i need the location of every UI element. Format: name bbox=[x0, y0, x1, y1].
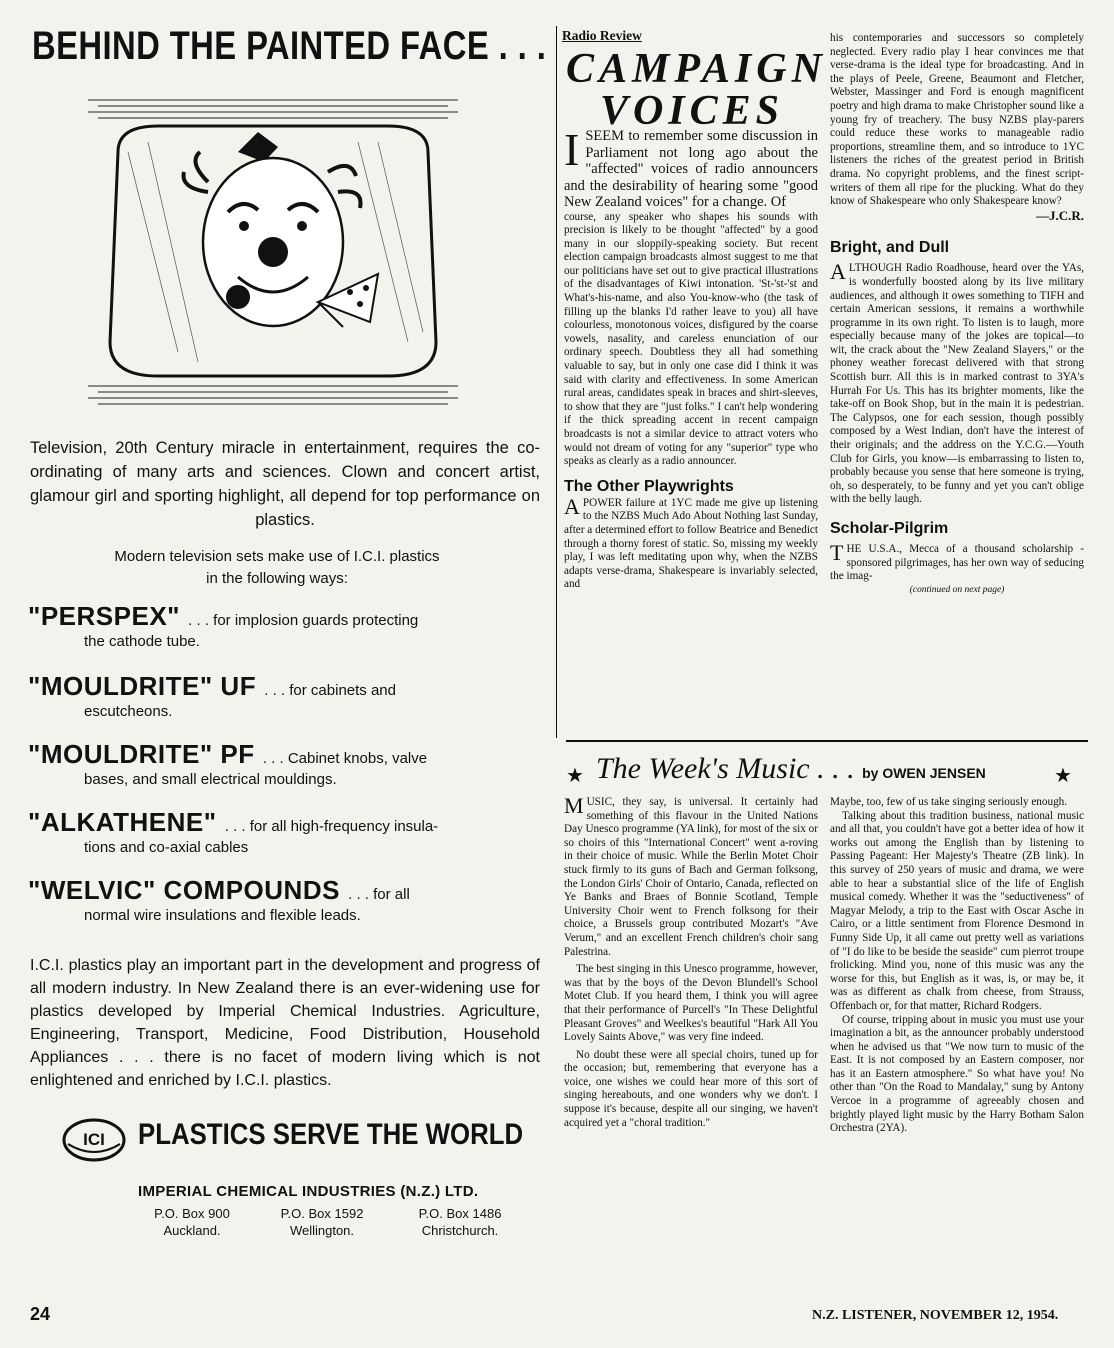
music-column-2 bbox=[830, 796, 1084, 1136]
address-christchurch bbox=[404, 1205, 516, 1239]
product-name: "ALKATHENE" bbox=[28, 807, 217, 837]
address-box: P.O. Box 900 bbox=[154, 1206, 230, 1221]
drop-cap: A bbox=[564, 493, 580, 519]
music-column-1 bbox=[564, 793, 818, 1130]
paragraph: HE U.S.A., Mecca of a thousand scholarship - sponsored pilgrimages, has her own way of seducing the imag- bbox=[830, 543, 1084, 583]
ici-logo-icon bbox=[62, 1118, 126, 1162]
product-desc-cont: normal wire insulations and flexible leads. bbox=[84, 907, 361, 924]
radio-column-2 bbox=[830, 32, 1084, 597]
product-desc-cont: the cathode tube. bbox=[84, 633, 200, 650]
page-number: 24 bbox=[30, 1304, 51, 1324]
ad-body-paragraph: I.C.I. plastics play an important part in the development and progress of all modern industry. In New Zealand there is an ever-widening use for plastics developed by Imperial Chemical Industries. Agriculture, Engineering, Transport, Medicine, Food Distribution, Household Appliances . . . there is no facet of modern living which is not enlightened and enriched by I.C.I. plastics. bbox=[30, 957, 540, 1089]
star-icon: ★ bbox=[1054, 765, 1072, 787]
product-desc: . . . Cabinet knobs, valve bbox=[262, 750, 428, 767]
clown-on-tv-screen-illustration bbox=[88, 92, 458, 412]
address-box: P.O. Box 1592 bbox=[280, 1206, 364, 1221]
section-label-radio-review: Radio Review bbox=[562, 28, 642, 43]
product-name: "MOULDRITE" PF bbox=[28, 739, 255, 769]
lead-text: SEEM to remember some discussion in Parliament not long ago about the "affected" voices of radio announcers and the desirability of hearing some "good New Zealand voices" for a change. Of bbox=[564, 128, 818, 210]
product-desc-cont: escutcheons. bbox=[84, 703, 173, 720]
product-name: "PERSPEX" bbox=[28, 601, 180, 631]
paragraph: Talking about this tradition business, national music and all that, you couldn't have got a better idea of how it works out among the English than by listening to Passing Pageant: Her Majesty's Theatre (ZB link). In this survey of 250 years of music and drama, we were able to hear a substantial slice of the life of English musical comedy. Whether it was the "seductiveness" of Magyar Melody, a trip to the East with Oscar Asche in Cairo, or a little sentiment from Florence Desmond in Funny Side Up, it all came out pretty well as variations of "I do like to be beside the seaside" cum pierrot troupe frolicking. Mind you, none of this music was any the worse for this, but English as it was, is, or may be, it was as different as chalk from cheese, from Strauss, Offenbach or, for that matter, Richard Rodgers. bbox=[830, 809, 1084, 1012]
subhead-scholar-pilgrim: Scholar-Pilgrim bbox=[830, 520, 949, 537]
product-mouldrite-pf bbox=[28, 739, 540, 790]
ad-intro-paragraph: Television, 20th Century miracle in entertainment, requires the co-ordinating of many arts and sciences. Clown and concert artist, glamour girl and sporting highlight, all depend for top performance on plastics. bbox=[30, 439, 540, 529]
product-perspex bbox=[28, 601, 540, 652]
music-title-text: The Week's Music . . . bbox=[596, 752, 855, 785]
subhead-bright-and-dull: Bright, and Dull bbox=[830, 239, 950, 257]
column-rule bbox=[556, 26, 557, 738]
continued-note: (continued on next page) bbox=[909, 584, 1005, 595]
section-rule bbox=[566, 740, 1088, 742]
address-city: Christchurch. bbox=[421, 1223, 499, 1238]
paragraph: course, any speaker who shapes his sounds with precision is likely to be thought "affected" by a good many in our sloppily-speaking society. But recent election campaign broadcasts almost suggest to me that our politicians have set out to give practical illustrations of the disadvantages of Kiwi intonation. 'St-'st-'st and What's-his-name, and also You-know-who (the task of filling up the blanks I'd rather leave to you) all have colourless, monotonous voices, disfigured by the coarse vowels, nasality, and careless enunciation of our ordinary speech. Doubtless they all had something valuable to say, but in only one case did I think it was said with clarity and effectiveness. In some American rural areas, candidates speak in braces and shirt-sleeves, to show that they are "just folks." I can't help wondering if the thick spreading accent in recent campaign broadcasts is not a similar device to attract voters who would not dream of voting for any "superior" type who speaks as clearly as a radio announcer. bbox=[564, 210, 818, 468]
paragraph: Of course, tripping about in music you must use your imagination a bit, as the announcer probably understood when he advised us that "We now turn to music of the East. It is not composed by an Eastern composer, nor has it an Eastern atmosphere." So what have you! No other than "On the Road to Mandalay," sung by Antony Vercoe in a programme of agreeably chosen and brightly played light music by the Harry Botham Salon Orchestra (2YA). bbox=[830, 1013, 1084, 1135]
product-welvic bbox=[28, 875, 540, 926]
address-wellington bbox=[266, 1205, 378, 1239]
author-signature: —J.C.R. bbox=[1035, 207, 1084, 223]
paragraph: Maybe, too, few of us take singing seriously enough. bbox=[830, 796, 1068, 808]
subhead-other-playwrights: The Other Playwrights bbox=[564, 477, 734, 495]
product-name: "WELVIC" COMPOUNDS bbox=[28, 875, 340, 905]
paragraph: No doubt these were all special choirs, tuned up for the occasion; but, remembering that everyone has a voice, one wishes we could hear more of this sort of singing hereabouts, and one wonders why we don't. I suppose it's because, despite all our singing, we haven't acquired yet a "choral tradition." bbox=[564, 1048, 818, 1129]
ici-logo-text: ICI bbox=[83, 1130, 105, 1149]
paragraph: The best singing in this Unesco programme, however, was that by the boys of the Devon Blundell's School Motet Club. If you heard them, I think you will agree that their performance of Purcell's "In These Delightful Pleasant Groves" and Weelkes's beautiful "Hark All You Lovely Saints Above," was very fine indeed. bbox=[564, 963, 818, 1044]
product-alkathene bbox=[28, 807, 540, 858]
article-title-campaign-voices bbox=[566, 46, 827, 134]
paragraph: LTHOUGH Radio Roadhouse, heard over the YAs, is wonderfully boosted along by its live military audiences, and although it owes something to TIFH and certain American sessions, it remains a worthwhile programme in its own right. To listen is to laugh, more especially because many of the jokes are topical—to wit, the crack about the "New Zealand Slayers," or the phoney weather forecast delivered with that strong Scottish burr. All this is in marked contrast to 3YA's Hurrah For Us. This has its brighter moments, like the take-off on Book Shop, but in the main it is pedestrian. The Calypsos, one for each session, though possibly composed by a West Indian, don't have the interest of their originals; and the address on the Y.C.G.—Youth Club for Girls, you know—is embarrassing to listen to, probably because you sense that here someone is trying, oh, so desperately, to be funny and yet you can't oblige with the belly laugh. bbox=[830, 262, 1084, 506]
product-desc: . . . for implosion guards protecting bbox=[188, 612, 419, 629]
article-title-weeks-music bbox=[596, 752, 986, 786]
radio-column-1 bbox=[564, 124, 818, 592]
music-byline: by OWEN JENSEN bbox=[862, 765, 986, 781]
ad-slogan: PLASTICS SERVE THE WORLD bbox=[138, 1118, 524, 1151]
product-mouldrite-uf bbox=[28, 671, 540, 722]
product-desc: . . . for all high-frequency insula- bbox=[224, 818, 439, 835]
ad-headline: BEHIND THE PAINTED FACE . . . bbox=[32, 24, 547, 68]
address-auckland bbox=[140, 1205, 244, 1239]
paragraph: USIC, they say, is universal. It certainly had something of this flavour in the United Nations Day Unesco programme (YA link), for most of the six or so choirs of this "International Concert" went a-roving in their choice of music. While the Berlin Motet Choir stuck firmly to its guns of Bach and German folksong, the London Girls' Choir of Ontario, Canada, reflected on Ye Banks and Braes of Bonnie Scotland, Temple University Choir went to French folksong for their choice, a Brussels group contributed Mozart's "Ave Verum," and an excellent French children's choir sang Palestrina. bbox=[564, 796, 818, 958]
product-desc-cont: bases, and small electrical mouldings. bbox=[84, 771, 337, 788]
company-name: IMPERIAL CHEMICAL INDUSTRIES (N.Z.) LTD. bbox=[138, 1183, 479, 1200]
drop-cap: M bbox=[564, 793, 584, 818]
product-desc: . . . for all bbox=[348, 886, 410, 903]
star-icon: ★ bbox=[566, 765, 584, 787]
drop-cap: A bbox=[830, 259, 846, 285]
product-desc: . . . for cabinets and bbox=[264, 682, 396, 699]
paragraph: POWER failure at 1YC made me give up listening to the NZBS Much Ado About Nothing last Sunday, after a determined effort to follow Beatrice and Benedict through a thorny forest of static. So, missing my weekly play, I was left meditating upon why, when the NZBS adapts verse-drama, Shakespeare is invariably selected, and bbox=[564, 496, 818, 591]
publication-footer: N.Z. LISTENER, NOVEMBER 12, 1954. bbox=[812, 1308, 1059, 1323]
drop-cap: I bbox=[564, 124, 580, 175]
paragraph: his contemporaries and successors so completely neglected. Every radio play I hear convinces me that verse-drama is the ideal type for broadcasting. And in the plays of Peele, Greene, Beaumont and Fletcher, Webster, Massinger and Ford is enough magnificent poetry and high drama to make Christopher sound like a young fry of treachery. The busy NZBS play-parers could reduce these works to manageable radio proportions, streamline them, and so introduce to 1YC listeners the riches of the greatest period in British drama. No copyright problems, and the finest script-writers of them all ripe for the plucking. What do they know of Shakespeare who only Shakespeare know? bbox=[830, 32, 1084, 208]
title-line-2: VOICES bbox=[599, 88, 785, 134]
ad-uses-intro: Modern television sets make use of I.C.I. plastics in the following ways: bbox=[114, 548, 440, 587]
title-line-1: CAMPAIGN bbox=[566, 46, 827, 92]
address-city: Wellington. bbox=[289, 1223, 355, 1238]
product-name: "MOULDRITE" UF bbox=[28, 671, 257, 701]
product-desc-cont: tions and co-axial cables bbox=[84, 839, 249, 856]
address-box: P.O. Box 1486 bbox=[418, 1206, 502, 1221]
drop-cap: T bbox=[830, 540, 844, 565]
address-city: Auckland. bbox=[163, 1223, 221, 1238]
